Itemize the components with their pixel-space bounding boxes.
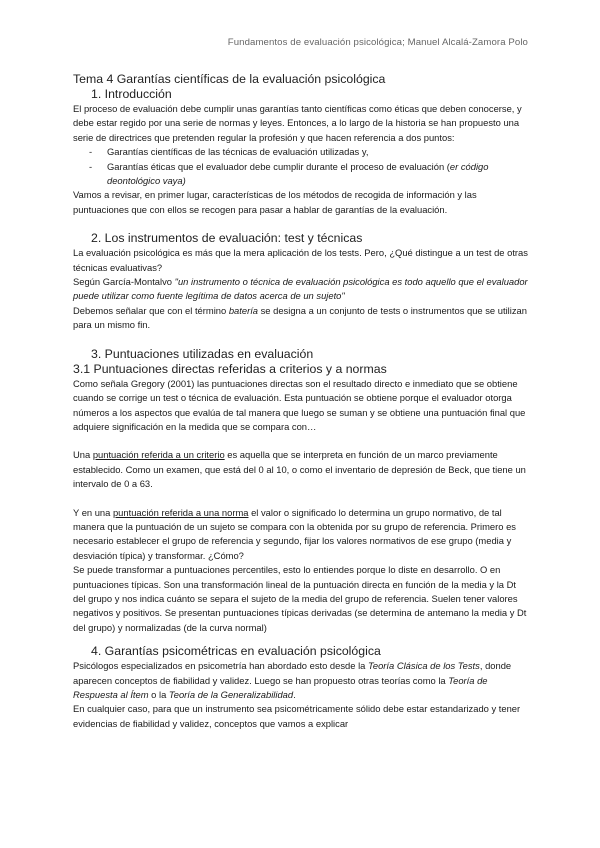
section-3-paragraph-3 bbox=[73, 506, 531, 564]
text-span: Una bbox=[73, 449, 93, 461]
section-4-paragraph-2: En cualquier caso, para que un instrumento sea psicométricamente sólido debe estar estandarizado y tener evidencias de fiabilidad y validez, conceptos que vamos a explicar bbox=[73, 703, 521, 729]
quote-italic: "un instrumento o técnica de evaluación psicológica es todo aquello que el evaluador puede utilizar como fuente legítima de datos acerca de un sujeto" bbox=[73, 276, 528, 302]
text-span: es aquella que se interpreta en función de un marco previamente establecido. Como un examen, que está del 0 al 10, o como el inventario de depresión de Beck, que tiene un intervalo de 0 a 63. bbox=[73, 449, 526, 490]
subsection-3-1-heading: 3.1 Puntuaciones directas referidas a criterios y a normas bbox=[73, 361, 387, 376]
section-3-heading: 3. Puntuaciones utilizadas en evaluación bbox=[91, 346, 314, 361]
text-span: se designa a un conjunto de tests o instrumentos que se utilizan para un mismo fin. bbox=[73, 304, 527, 331]
section-1-paragraph-2: Vamos a revisar, en primer lugar, características de los métodos de recogida de información y las puntuaciones que con ellos se recogen para pasar a hablar de garantías de la evaluación. bbox=[73, 189, 477, 215]
text-span: Y en una bbox=[73, 506, 113, 518]
list-item bbox=[73, 160, 531, 189]
section-3-paragraph-4: Se puede transformar a puntuaciones percentiles, esto lo entiendes porque lo diste en desarrollo. O en puntuaciones típicas. Son una transformación lineal de la puntuación directa en función de la media y la Dt del grupo y nos indica cuánto se separa el sujeto de la media del grupo de referencia. Suelen tener valores negativos y positivos. Se presentan puntuaciones típicas derivadas (se determina de antemano la media y Dt del grupo) y normalizadas (de la curva normal) bbox=[73, 564, 527, 633]
bullet-dash: - bbox=[89, 146, 93, 158]
section-2-heading: 2. Los instrumentos de evaluación: test y técnicas bbox=[91, 231, 363, 246]
text-span: . bbox=[293, 689, 296, 700]
list-item-italic: er código deontológico vaya) bbox=[107, 160, 489, 187]
term-italic: batería bbox=[228, 304, 259, 316]
list-item-text: Garantías científicas de las técnicas de evaluación utilizadas y, bbox=[107, 146, 369, 158]
section-4-heading: 4. Garantías psicométricas en evaluación psicológica bbox=[91, 644, 381, 659]
list-item bbox=[73, 145, 531, 159]
section-4-paragraph-1 bbox=[73, 659, 531, 702]
section-1-paragraph-1: El proceso de evaluación debe cumplir unas garantías tanto científicas como éticas que deben conocerse, y debe estar regido por una serie de normas y leyes. Entonces, a lo largo de la historia se han propuesto una serie de directrices que pretenden regular la profesión y que hacen referencia a dos puntos: bbox=[73, 103, 522, 143]
text-span: Psicólogos especializados en psicometría han abordado esto desde la bbox=[73, 660, 368, 672]
underlined-term: puntuación referida a una norma bbox=[112, 506, 249, 518]
list-item-text: Garantías éticas que el evaluador debe cumplir durante el proceso de evaluación ( bbox=[107, 160, 450, 172]
theory-italic: Teoría de la Generalizabilidad bbox=[168, 689, 294, 700]
document-title: Tema 4 Garantías científicas de la evaluación psicológica bbox=[73, 72, 386, 86]
section-2-paragraph-2 bbox=[73, 275, 531, 304]
text-span: el valor o significado lo determina un grupo normativo, de tal manera que la puntuación de un sujeto se compara con la obtenida por su grupo de referencia. Primero es necesario establecer el grupo de referencia y segundo, fijar los valores normativos de ese grupo (media y desviación típica) y transformar. ¿Cómo? bbox=[73, 506, 516, 561]
section-2-paragraph-3 bbox=[73, 304, 531, 333]
page-header: Fundamentos de evaluación psicológica; Manuel Alcalá-Zamora Polo bbox=[227, 37, 528, 48]
section-3-paragraph-2 bbox=[73, 448, 531, 491]
text-span: Debemos señalar que con el término bbox=[73, 304, 229, 316]
underlined-term: puntuación referida a un criterio bbox=[92, 449, 225, 461]
bullet-dash: - bbox=[89, 160, 93, 172]
text-span: Según García-Montalvo bbox=[73, 276, 175, 288]
section-3-paragraph-1: Como señala Gregory (2001) las puntuaciones directas son el resultado directo e inmediato que se obtiene cuando se corrige un test o técnica de evaluación. Esta puntuación se obtiene porque el evaluador otorga números a los aspectos que evalúa de tal manera que luego se suman y se obtiene una puntuación final que adquiere significación en la medida que se compara con… bbox=[73, 377, 526, 432]
section-2-paragraph-1: La evaluación psicológica es más que la mera aplicación de los tests. Pero, ¿Qué distingue a un test de otras técnicas evaluativas? bbox=[73, 247, 528, 273]
theory-italic: Teoría Clásica de los Tests bbox=[367, 660, 480, 672]
text-span: o la bbox=[148, 689, 169, 700]
document-body bbox=[73, 72, 531, 731]
text-span: , donde aparecen conceptos de fiabilidad y validez. Luego se han propuesto otras teorías como la bbox=[73, 660, 512, 686]
theory-italic: Teoría de Respuesta al Ítem bbox=[73, 674, 488, 700]
section-1-heading: 1. Introducción bbox=[91, 87, 172, 101]
